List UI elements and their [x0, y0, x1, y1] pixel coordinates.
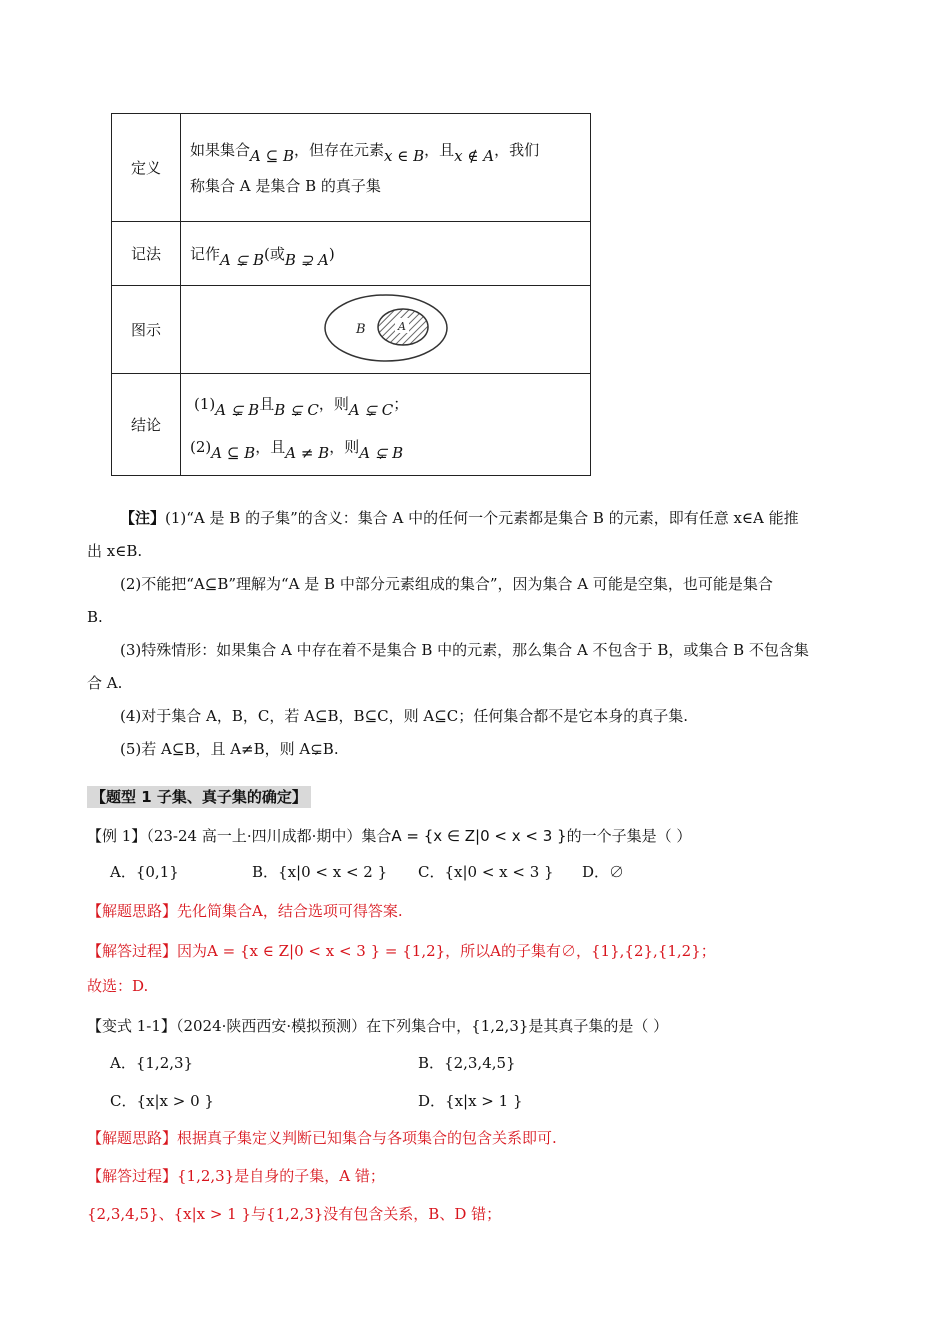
conclusion-2 — [190, 436, 590, 462]
idea-head: 【解题思路】 — [87, 902, 178, 920]
option-c[interactable]: C．{x|x > 0 } — [110, 1092, 214, 1110]
note-block — [87, 502, 877, 766]
definition-content — [181, 114, 591, 222]
math-b-proper-superset-a: B ⊋ A — [284, 251, 329, 269]
conclusion-text: ，且 — [255, 437, 286, 456]
variant-1-process-line2: {2,3,4,5}、{x|x > 1 }与{1,2,3}没有包含关系，B、D 错； — [87, 1205, 502, 1223]
row-label-conclusion: 结论 — [112, 374, 181, 476]
math-expression: A ⊆ B — [211, 443, 256, 462]
idea-head: 【解题思路】 — [87, 1129, 178, 1147]
example-set-expression: A = {x ∈ Z|0 < x < 3 } — [391, 827, 567, 845]
example-1-question — [87, 820, 877, 853]
option-a[interactable]: A．{0,1} — [110, 863, 179, 881]
math-expression: A ⊊ B — [359, 443, 404, 462]
example-tail: 的一个子集是（ ） — [566, 827, 692, 845]
option-a[interactable]: A．{1,2,3} — [110, 1054, 194, 1072]
diagram-cell — [181, 286, 591, 374]
note-2-line1: (2)不能把“A⊆B”理解为“A 是 B 中部分元素组成的集合”，因为集合 A 可能是空集，也可能是集合 — [120, 575, 773, 593]
table-row-diagram — [112, 286, 591, 374]
table-row-definition — [112, 114, 591, 222]
note-2-line2: B. — [87, 608, 103, 626]
variant-1-process — [87, 1160, 877, 1193]
notation-text: (或 — [263, 245, 285, 263]
math-expression: A ⊊ C — [348, 400, 394, 419]
variant-head: 【变式 1-1】 — [87, 1017, 176, 1035]
example-head: 【例 1】 — [87, 827, 147, 845]
row-label-notation: 记法 — [112, 222, 181, 286]
option-b[interactable]: B．{x|0 < x < 2 } — [252, 863, 388, 881]
conclusion-text: ，则 — [329, 437, 360, 456]
math-x-notin-a: x ∉ A — [454, 146, 495, 165]
conclusion-text: 且 — [259, 394, 275, 413]
conclusion-text: ； — [393, 394, 409, 413]
section-title: 【题型 1 子集、真子集的确定】 — [87, 786, 311, 808]
notation-text: ) — [328, 245, 335, 263]
note-text: (1)“A 是 B 的子集”的含义：集合 A 中的任何一个元素都是集合 B 的元素，即有任意 x∈A 能推 — [165, 509, 799, 527]
process-text: {1,2,3}是自身的子集，A 错； — [177, 1167, 385, 1185]
option-d[interactable]: D．∅ — [582, 863, 625, 881]
math-expression: B ⊊ C — [274, 400, 319, 419]
conclusion-content — [181, 374, 591, 476]
definition-line2: 称集合 A 是集合 B 的真子集 — [190, 177, 381, 196]
note-1-line1 — [87, 502, 877, 535]
example-1-process — [87, 935, 877, 968]
option-d[interactable]: D．{x|x > 1 } — [418, 1092, 523, 1110]
row-label-diagram: 图示 — [112, 286, 181, 374]
note-head: 【注】 — [120, 509, 166, 527]
note-5: (5)若 A⊆B，且 A≠B，则 A⊊B. — [120, 740, 339, 758]
math-a-proper-subset-b: A ⊊ B — [220, 251, 264, 269]
example-1-answer: 故选：D. — [87, 977, 149, 995]
conclusion-text: (2) — [190, 437, 212, 456]
example-source: （23-24 高一上·四川成都·期中）集合 — [146, 827, 392, 845]
notation-content — [181, 222, 591, 286]
table-row-notation — [112, 222, 591, 286]
note-3-line1: (3)特殊情形：如果集合 A 中存在着不是集合 B 中的元素，那么集合 A 不包含于 B，或集合 B 不包含集 — [120, 641, 809, 659]
definition-text: 如果集合 — [190, 140, 251, 159]
conclusion-text: ，则 — [318, 394, 349, 413]
row-label-definition: 定义 — [112, 114, 181, 222]
variant-1-question — [87, 1010, 877, 1043]
conclusion-text: (1) — [194, 394, 216, 413]
idea-text: 根据真子集定义判断已知集合与各项集合的包含关系即可. — [177, 1129, 557, 1147]
example-1-idea — [87, 895, 877, 928]
variant-source: （2024·陕西西安·模拟预测）在下列集合中，{1,2,3}是其真子集的是（ ） — [175, 1017, 669, 1035]
label-b: B — [355, 321, 366, 337]
process-head: 【解答过程】 — [87, 942, 178, 960]
note-3-line2: 合 A. — [87, 674, 123, 692]
math-expression: A ⊊ B — [215, 400, 260, 419]
notation-text: 记作 — [190, 245, 221, 263]
definition-text: ，但存在元素 — [293, 140, 384, 159]
table-row-conclusion — [112, 374, 591, 476]
math-x-in-b: x ∈ B — [384, 146, 425, 165]
process-head: 【解答过程】 — [87, 1167, 178, 1185]
note-1-line2: 出 x∈B. — [87, 542, 143, 560]
variant-1-idea — [87, 1122, 877, 1155]
definition-text: ，且 — [424, 140, 455, 159]
math-a-subset-b: A ⊆ B — [250, 146, 294, 165]
proper-subset-table — [111, 113, 591, 476]
definition-text: ，我们 — [494, 140, 540, 159]
math-expression: A ≠ B — [285, 443, 330, 462]
process-text: 因为A = {x ∈ Z|0 < x < 3 } = {1,2}，所以A的子集有∅，{1},{2},{1,2}； — [177, 942, 716, 960]
idea-text: 先化简集合A，结合选项可得答案. — [177, 902, 403, 920]
note-4: (4)对于集合 A，B，C，若 A⊆B，B⊆C，则 A⊆C；任何集合都不是它本身的真子集. — [120, 707, 689, 725]
venn-diagram — [321, 291, 451, 365]
label-a: A — [397, 319, 406, 333]
option-c[interactable]: C．{x|0 < x < 3 } — [418, 863, 554, 881]
option-b[interactable]: B．{2,3,4,5} — [418, 1054, 516, 1072]
conclusion-1 — [190, 393, 590, 419]
